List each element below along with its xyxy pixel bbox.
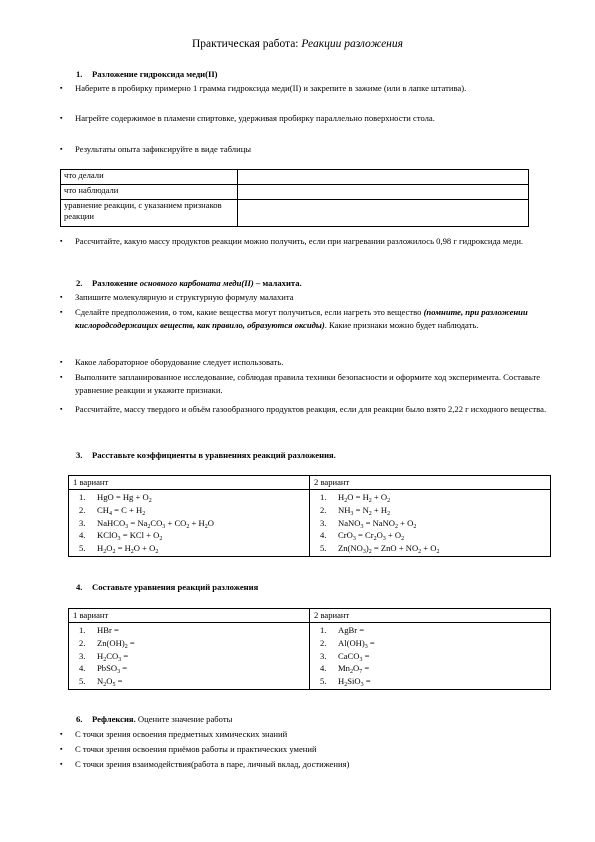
equation-item: 4. $Mn_2O_7$ =: [320, 663, 370, 676]
equation-item: 3. $H_2CO_3$ =: [79, 650, 129, 663]
equation-item: 5. $H_2O_2 = H_2O + O_2$: [79, 543, 159, 556]
list-item: ▪ Запишите молекулярную и структурную формулу малахита: [60, 292, 294, 302]
equation-item: 4. $CrO_3 = Cr_2O_3 + O_2$: [320, 530, 405, 543]
equations-table: [68, 608, 551, 690]
list-item: ▪ Нагрейте содержимое в пламени спиртовке, удерживая пробирку параллельно поверхности стола.: [60, 113, 435, 123]
equation-item: 1. HBr =: [79, 625, 119, 635]
equation-item: 5. $N_2O_5$ =: [79, 676, 123, 689]
equation-item: 3. NaNO$_3$ = NaNO$_2$ + $O_2$: [320, 517, 417, 530]
section-2-heading: 2. Разложение основного карбоната меди(II) – малахита.: [76, 278, 302, 288]
page-title: Практическая работа: Реакции разложения: [192, 38, 403, 50]
table-cell: что наблюдали: [61, 185, 238, 200]
list-item: ▪ Выполните запланированное исследование, соблюдая правила техники безопасности и оформите ход эксперимента. Составьте уравнение реакции и укажите признаки.: [60, 372, 541, 395]
variant-2-header: 2 вариант: [310, 609, 551, 623]
equation-item: 3. NaHCO$_3$ = $Na_2CO_3 + CO_2 + H_2O$: [79, 517, 214, 530]
variant-1-cell: [69, 623, 310, 690]
table-cell: уравнение реакции, с указанием признаков реакции: [61, 200, 238, 227]
list-item: ▪ Наберите в пробирку примерно 1 грамма гидроксида меди(II) и закрепите в зажиме (или в лапке штатива).: [60, 83, 467, 93]
section-1-heading: 1. Разложение гидроксида меди(II): [76, 69, 218, 79]
table-cell: [238, 170, 529, 185]
equation-item: 5. $H_2SiO_3$ =: [320, 676, 371, 689]
list-item: ▪ Результаты опыта зафиксируйте в виде таблицы: [60, 144, 252, 154]
section-4-heading: 4. Составьте уравнения реакций разложения: [76, 582, 259, 592]
equation-item: 4. PbSO$_3$ =: [79, 663, 128, 676]
equation-item: 2. $NH_3 = N_2 + H_2$: [320, 504, 391, 517]
list-item: ▪ С точки зрения взаимодействия(работа в паре, личный вклад, достижения): [60, 759, 350, 769]
section-6-heading: 6. Рефлексия. Оцените значение работы: [76, 714, 233, 724]
list-item: ▪ С точки зрения освоения приёмов работы и практических умений: [60, 744, 317, 754]
variant-1-header: 1 вариант: [69, 609, 310, 623]
list-item: ▪ Сделайте предположения, о том, какие вещества могут получиться, если нагреть это вещество (помните, при разложении кислородсодержащих веществ, как правило, образуются оксиды). Какие признаки можно будет наблюдать.: [60, 307, 528, 330]
equation-item: 1. $H_2O = H_2 + O_2$: [320, 492, 391, 504]
equation-item: 2. $Zn(OH)_2$ =: [79, 637, 135, 650]
list-item: ▪ Рассчитайте, какую массу продуктов реакции можно получить, если при нагревании разложилось 0,98 г гидроксида меди.: [60, 236, 524, 246]
coefficients-table: [68, 475, 551, 557]
table-cell: [238, 185, 529, 200]
observation-table: [60, 169, 529, 227]
variant-2-header: 2 вариант: [310, 476, 551, 490]
table-cell: что делали: [61, 170, 238, 185]
equation-item: 2. $CH_4 = C + H_2$: [79, 504, 146, 517]
equation-item: 5. $Zn(NO_3)_2$ = ZnO + $NO_2 + O_2$: [320, 543, 440, 556]
list-item: ▪ С точки зрения освоения предметных химических знаний: [60, 729, 288, 739]
equation-item: 1. HgO = $Hg + O_2$: [79, 492, 152, 504]
variant-2-cell: [310, 490, 551, 557]
table-cell: [238, 200, 529, 227]
list-item: ▪ Рассчитайте, массу твердого и объём газообразного продуктов реакция, если для реакции было взято 2,22 г исходного вещества.: [60, 404, 547, 414]
equation-item: 1. AgBr =: [320, 625, 365, 635]
equation-item: 2. $Al(OH)_3$ =: [320, 637, 375, 650]
list-item: ▪ Какое лабораторное оборудование следует использовать.: [60, 357, 284, 367]
equation-item: 3. CaCO$_3$ =: [320, 650, 370, 663]
variant-1-header: 1 вариант: [69, 476, 310, 490]
variant-2-cell: [310, 623, 551, 690]
equation-item: 4. KClO$_3$ = KCl + $O_2$: [79, 530, 163, 543]
section-3-heading: 3. Расставьте коэффициенты в уравнениях реакций разложения.: [76, 450, 336, 460]
variant-1-cell: [69, 490, 310, 557]
